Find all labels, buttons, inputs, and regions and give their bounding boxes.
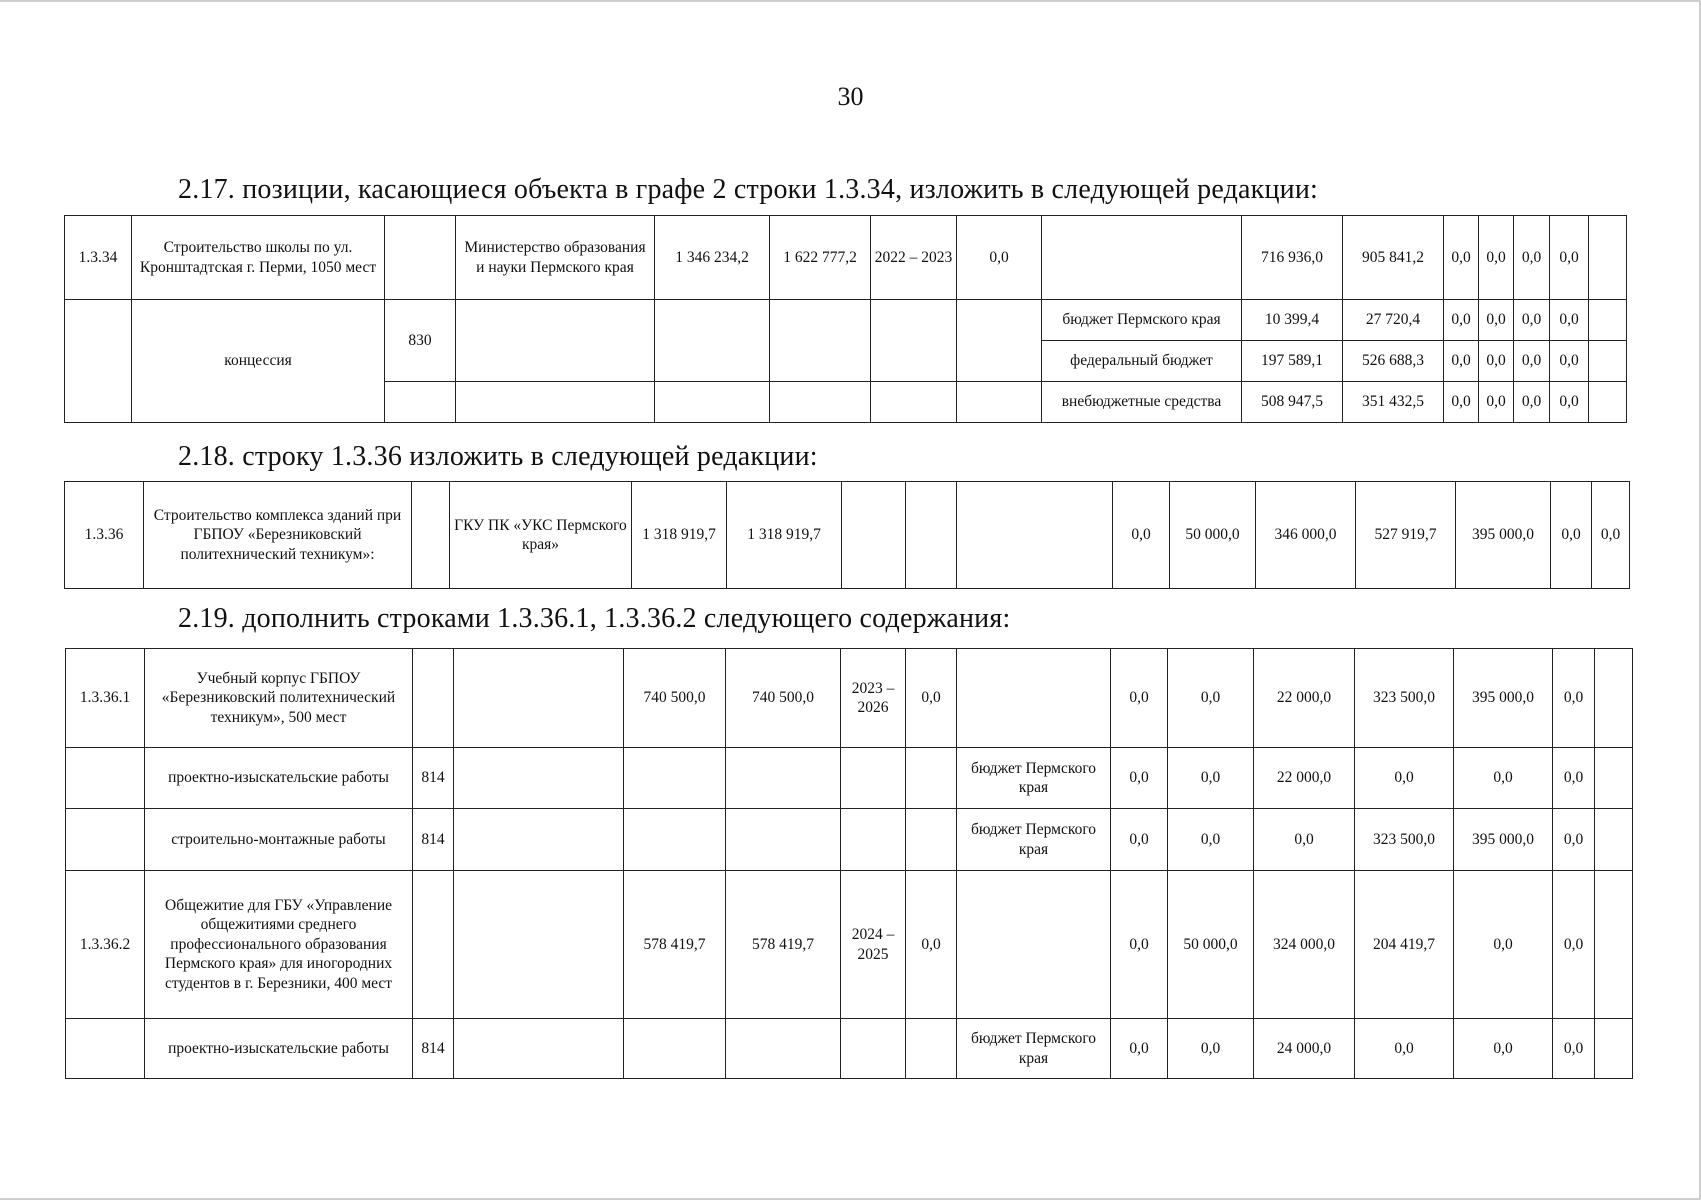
value-0 (906, 748, 957, 809)
object-name: Строительство школы по ул. Кронштадтская г. Перми, 1050 мест (132, 216, 385, 300)
empty-cell (871, 300, 957, 382)
year-1: 10 399,4 (1242, 300, 1343, 341)
row-number: 1.3.36.1 (66, 649, 145, 748)
row-number (66, 748, 145, 809)
row-number (66, 809, 145, 871)
cost-a: 740 500,0 (624, 649, 726, 748)
table-row (66, 748, 1633, 809)
year-1: 716 936,0 (1242, 216, 1343, 300)
funding-source: бюджет Пермского края (957, 809, 1111, 871)
period: 2023 – 2026 (841, 649, 906, 748)
funding-source: бюджет Пермского края (1042, 300, 1242, 341)
zero-3: 0,0 (1514, 341, 1550, 382)
zero-2: 0,0 (1479, 382, 1514, 423)
zero-1: 0,0 (1444, 341, 1479, 382)
cost-a: 1 346 234,2 (655, 216, 770, 300)
value-6: 0,0 (1553, 649, 1595, 748)
table-row (65, 300, 1627, 341)
value-6: 0,0 (1553, 1019, 1595, 1079)
empty-cell (871, 382, 957, 423)
cost-a (624, 809, 726, 871)
zero-2: 0,0 (1479, 216, 1514, 300)
funding-source: бюджет Пермского края (957, 748, 1111, 809)
object-name: Учебный корпус ГБПОУ «Березниковский политехнический техникум», 500 мест (145, 649, 413, 748)
value-5: 395 000,0 (1454, 649, 1553, 748)
zero-2: 0,0 (1479, 341, 1514, 382)
empty-cell (906, 482, 957, 589)
table-row (66, 649, 1633, 748)
period (841, 809, 906, 871)
value-5: 0,0 (1454, 748, 1553, 809)
sub-label: концессия (132, 300, 385, 423)
zero-3: 0,0 (1514, 300, 1550, 341)
empty-cell (770, 300, 871, 382)
empty-cell (456, 300, 655, 382)
row-number: 1.3.34 (65, 216, 132, 300)
value-2: 0,0 (1168, 809, 1254, 871)
empty-cell (1595, 649, 1633, 748)
value-5: 395 000,0 (1456, 482, 1551, 589)
value-2: 0,0 (1168, 649, 1254, 748)
empty-cell (385, 382, 456, 423)
value-5: 395 000,0 (1454, 809, 1553, 871)
empty-cell (1589, 300, 1627, 341)
value-1: 0,0 (1113, 482, 1170, 589)
empty-cell (842, 482, 906, 589)
empty-cell (454, 748, 624, 809)
value-6: 0,0 (1553, 871, 1595, 1019)
value-0: 0,0 (957, 216, 1042, 300)
value-3: 324 000,0 (1254, 871, 1355, 1019)
funding-source (957, 871, 1111, 1019)
row-number: 1.3.36.2 (66, 871, 145, 1019)
table-row (66, 871, 1633, 1019)
zero-1: 0,0 (1444, 382, 1479, 423)
funding-source: федеральный бюджет (1042, 341, 1242, 382)
value-3: 0,0 (1254, 809, 1355, 871)
code-cell (413, 871, 454, 1019)
source-cell (1042, 216, 1242, 300)
cost-a (624, 748, 726, 809)
cost-a: 1 318 919,7 (632, 482, 727, 589)
funding-source: внебюджетные средства (1042, 382, 1242, 423)
table-row (66, 1019, 1633, 1079)
heading-2-17: 2.17. позиции, касающиеся объекта в графе 2 строки 1.3.34, изложить в следующей редакции: (178, 174, 1319, 205)
zero-2: 0,0 (1479, 300, 1514, 341)
cost-a (624, 1019, 726, 1079)
empty-cell (454, 1019, 624, 1079)
empty-cell (454, 809, 624, 871)
empty-cell (1595, 748, 1633, 809)
page-number: 30 (837, 82, 864, 111)
zero-3: 0,0 (1514, 216, 1550, 300)
heading-2-18: 2.18. строку 1.3.36 изложить в следующей редакции: (178, 441, 818, 472)
zero-4: 0,0 (1550, 216, 1589, 300)
period: 2022 – 2023 (871, 216, 957, 300)
value-3: 24 000,0 (1254, 1019, 1355, 1079)
empty-cell (957, 300, 1042, 382)
funding-source: бюджет Пермского края (957, 1019, 1111, 1079)
object-name: строительно-монтажные работы (145, 809, 413, 871)
row-number (66, 1019, 145, 1079)
value-2: 0,0 (1168, 1019, 1254, 1079)
value-6: 0,0 (1553, 809, 1595, 871)
row-number: 1.3.36 (65, 482, 144, 589)
value-3: 22 000,0 (1254, 748, 1355, 809)
table-2-17 (64, 215, 1627, 423)
value-4: 0,0 (1355, 1019, 1454, 1079)
empty-cell (1595, 809, 1633, 871)
value-1: 0,0 (1111, 649, 1168, 748)
value-0: 0,0 (906, 871, 957, 1019)
period (841, 748, 906, 809)
empty-cell (655, 300, 770, 382)
cost-b (726, 748, 841, 809)
year-1: 508 947,5 (1242, 382, 1343, 423)
funding-source (957, 649, 1111, 748)
table-row (66, 809, 1633, 871)
value-4: 204 419,7 (1355, 871, 1454, 1019)
object-name: Общежитие для ГБУ «Управление общежитиями среднего профессионального образования Пермского края» для иногородних студентов в г. Березники, 400 мест (145, 871, 413, 1019)
value-1: 0,0 (1111, 871, 1168, 1019)
cost-a: 578 419,7 (624, 871, 726, 1019)
value-5: 0,0 (1454, 871, 1553, 1019)
value-0 (906, 1019, 957, 1079)
code-cell: 814 (413, 748, 454, 809)
empty-cell (655, 382, 770, 423)
zero-1: 0,0 (1444, 300, 1479, 341)
value-4: 323 500,0 (1355, 809, 1454, 871)
sub-code: 830 (385, 300, 456, 382)
code-cell: 814 (413, 1019, 454, 1079)
zero-4: 0,0 (1550, 382, 1589, 423)
cost-b: 1 622 777,2 (770, 216, 871, 300)
object-name: Строительство комплекса зданий при ГБПОУ «Березниковский политехнический техникум»: (144, 482, 412, 589)
value-7: 0,0 (1592, 482, 1630, 589)
value-0: 0,0 (906, 649, 957, 748)
table-row (65, 216, 1627, 300)
cost-b: 578 419,7 (726, 871, 841, 1019)
period (841, 1019, 906, 1079)
empty-cell (1589, 341, 1627, 382)
code-cell (385, 216, 456, 300)
value-3: 346 000,0 (1256, 482, 1356, 589)
value-0 (906, 809, 957, 871)
value-2: 50 000,0 (1170, 482, 1256, 589)
organization: Министерство образования и науки Пермского края (456, 216, 655, 300)
year-2: 351 432,5 (1343, 382, 1444, 423)
object-name: проектно-изыскательские работы (145, 748, 413, 809)
organization: ГКУ ПК «УКС Пермского края» (450, 482, 632, 589)
value-1: 0,0 (1111, 809, 1168, 871)
cost-b: 1 318 919,7 (727, 482, 842, 589)
empty-cell (454, 871, 624, 1019)
value-4: 527 919,7 (1356, 482, 1456, 589)
code-cell (413, 649, 454, 748)
empty-cell (1595, 1019, 1633, 1079)
empty-cell (1595, 871, 1633, 1019)
year-2: 27 720,4 (1343, 300, 1444, 341)
value-4: 0,0 (1355, 748, 1454, 809)
scan-top-edge (0, 0, 1701, 2)
value-1: 0,0 (1111, 1019, 1168, 1079)
code-cell: 814 (413, 809, 454, 871)
heading-2-19: 2.19. дополнить строками 1.3.36.1, 1.3.36.2 следующего содержания: (178, 603, 1011, 634)
zero-1: 0,0 (1444, 216, 1479, 300)
object-name: проектно-изыскательские работы (145, 1019, 413, 1079)
cost-b (726, 809, 841, 871)
year-2: 526 688,3 (1343, 341, 1444, 382)
zero-4: 0,0 (1550, 300, 1589, 341)
zero-4: 0,0 (1550, 341, 1589, 382)
value-6: 0,0 (1553, 748, 1595, 809)
zero-3: 0,0 (1514, 382, 1550, 423)
value-3: 22 000,0 (1254, 649, 1355, 748)
value-5: 0,0 (1454, 1019, 1553, 1079)
empty-cell (1589, 382, 1627, 423)
cost-b: 740 500,0 (726, 649, 841, 748)
value-1: 0,0 (1111, 748, 1168, 809)
year-1: 197 589,1 (1242, 341, 1343, 382)
year-2: 905 841,2 (1343, 216, 1444, 300)
empty-cell (770, 382, 871, 423)
value-6: 0,0 (1551, 482, 1592, 589)
empty-cell (65, 300, 132, 423)
empty-cell (454, 649, 624, 748)
table-2-19 (65, 648, 1633, 1079)
cost-b (726, 1019, 841, 1079)
value-4: 323 500,0 (1355, 649, 1454, 748)
empty-cell (957, 382, 1042, 423)
table-2-18 (64, 481, 1630, 589)
value-2: 50 000,0 (1168, 871, 1254, 1019)
empty-cell (456, 382, 655, 423)
empty-cell (957, 482, 1113, 589)
period: 2024 – 2025 (841, 871, 906, 1019)
empty-cell (1589, 216, 1627, 300)
value-2: 0,0 (1168, 748, 1254, 809)
empty-cell (412, 482, 450, 589)
table-row (65, 482, 1630, 589)
